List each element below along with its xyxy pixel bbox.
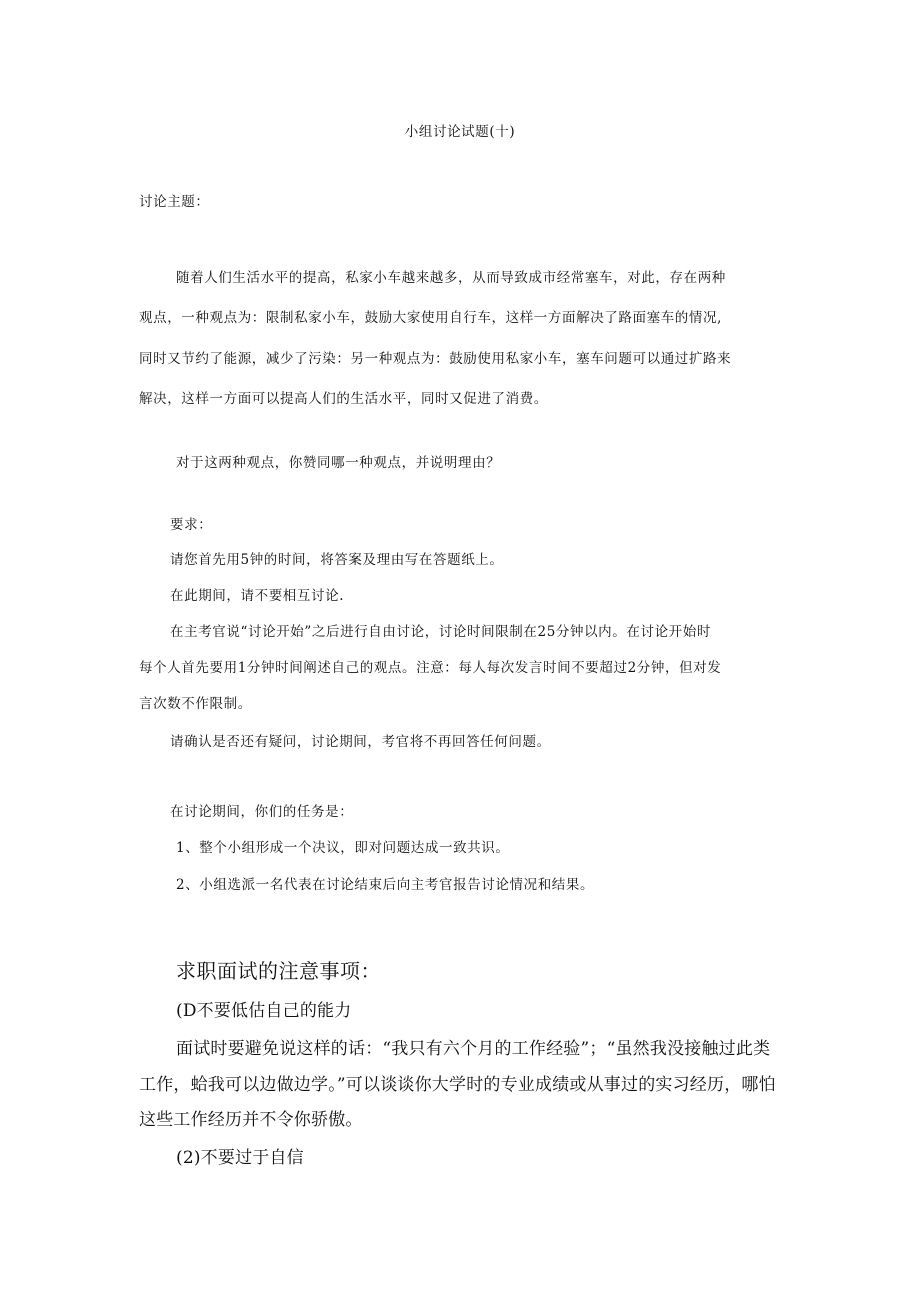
topic-label: 讨论主题： xyxy=(139,194,210,210)
point-1-paragraph-line: 这些工作经历并不令你骄傲。 xyxy=(139,1110,363,1130)
point-1-paragraph-line: 面试时要避免说这样的话：“我只有六个月的工作经验”；“虽然我没接触过此类 xyxy=(176,1039,771,1059)
requirement-item: 言次数不作限制。 xyxy=(139,696,252,712)
topic-paragraph-line: 同时又节约了能源，减少了污染：另一种观点为：鼓励使用私家小车，塞车问题可以通过扩路来 xyxy=(139,351,732,367)
requirement-item: 每个人首先要用1分钟时间阐述自己的观点。注意：每人每次发言时间不要超过2分钟，但对发 xyxy=(139,660,722,676)
discussion-question: 对于这两种观点，你赞同哪一种观点，并说明理由？ xyxy=(176,455,501,471)
point-2-heading: (2)不要过于自信 xyxy=(176,1148,304,1168)
requirement-item: 请确认是否还有疑问，讨论期间，考官将不再回答任何问题。 xyxy=(170,734,551,750)
topic-paragraph-line: 解决，这样一方面可以提高人们的生活水平，同时又促进了消费。 xyxy=(139,391,548,407)
document-title: 小组讨论试题(十) xyxy=(404,124,516,140)
point-1-heading: (D不要低估自己的能力 xyxy=(176,1001,352,1021)
requirement-item: 在主考官说“讨论开始”之后进行自由讨论，讨论时间限制在25分钟以内。在讨论开始时 xyxy=(170,624,711,640)
interview-heading: 求职面试的注意事项： xyxy=(176,959,381,983)
requirements-label: 要求： xyxy=(170,517,213,533)
topic-paragraph-line: 观点，一种观点为：限制私家小车，鼓励大家使用自行车，这样一方面解决了路面塞车的情况, xyxy=(139,310,722,326)
requirement-item: 在此期间，请不要相互讨论. xyxy=(170,588,345,604)
tasks-label: 在讨论期间，你们的任务是： xyxy=(170,804,354,820)
task-item: 2、小组选派一名代表在讨论结束后向主考官报告讨论情况和结果。 xyxy=(176,877,595,893)
requirement-item: 请您首先用5钟的时间，将答案及理由写在答题纸上。 xyxy=(170,552,504,568)
topic-paragraph-line: 随着人们生活水平的提高，私家小车越来越多，从而导致成市经常塞车，对此，存在两种 xyxy=(176,270,726,286)
task-item: 1、整个小组形成一个决议，即对问题达成一致共识。 xyxy=(176,840,510,856)
point-1-paragraph-line: 工作，蛤我可以边做边学。”可以谈谈你大学时的专业成绩或从事过的实习经历，哪怕 xyxy=(139,1075,776,1095)
